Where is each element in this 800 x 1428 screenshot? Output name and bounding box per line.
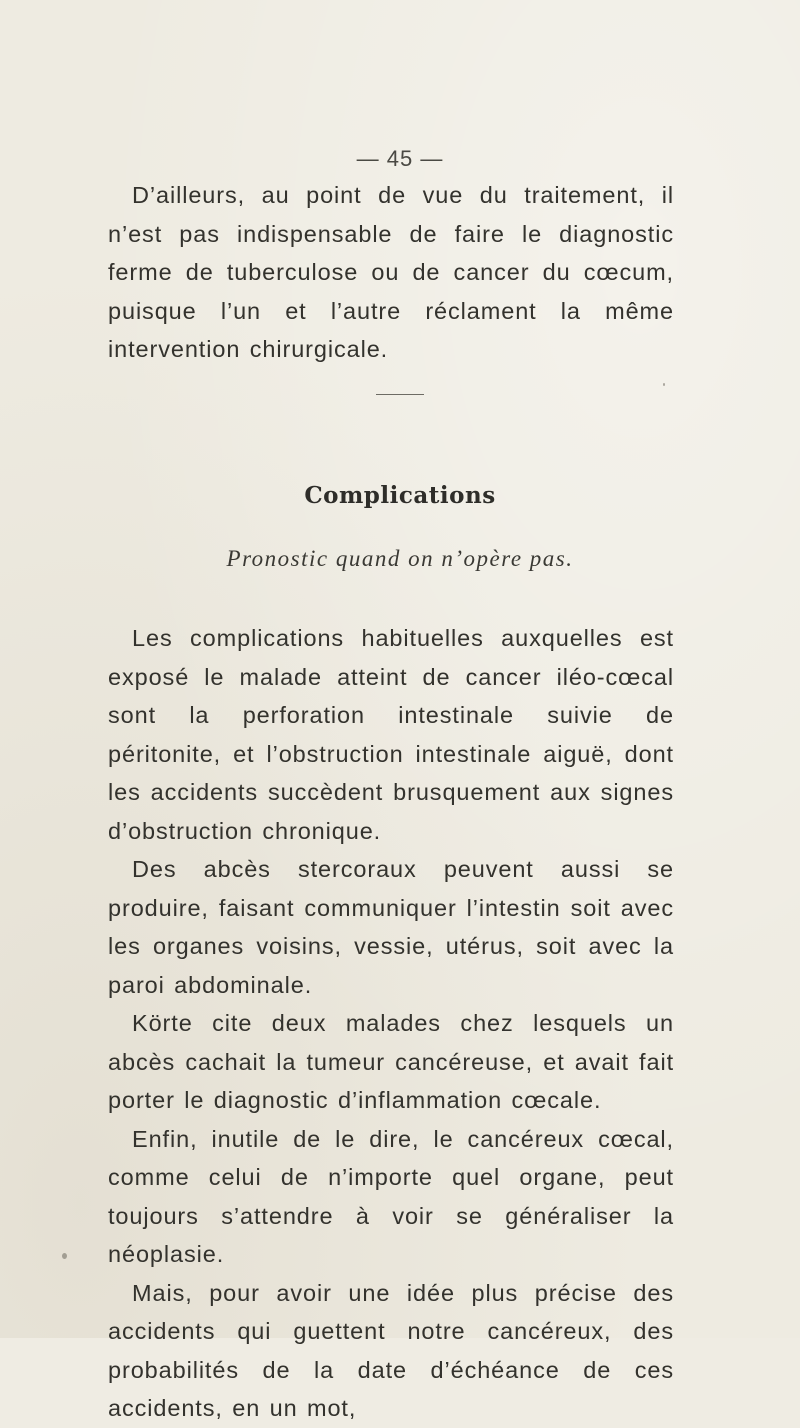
paper-speck — [62, 1253, 67, 1259]
paper-speck — [663, 383, 665, 386]
paragraph: Des abcès stercoraux peuvent aussi se produire, faisant communiquer l’intestin soit avec les organes voisins, vessie, utérus, soit avec la paroi abdominale. — [108, 856, 674, 998]
section-divider — [376, 394, 424, 395]
section-subtitle: Pronostic quand on n’opère pas. — [226, 546, 574, 571]
page-number: — 45 — — [356, 146, 444, 171]
paper-speck — [372, 303, 375, 306]
paragraph: Les complications habituelles auxquelles est exposé le malade atteint de cancer iléo-cœcal sont la perforation intestinale suivie de péritonite, et l’obstruction intestinale aiguë, dont les accidents succèdent brusquement aux signes d’obstruction chronique. — [108, 625, 674, 844]
paragraph: Enfin, inutile de le dire, le cancéreux cœcal, comme celui de n’importe quel organe, peut toujours s’attendre à voir se généraliser la néoplasie. — [108, 1125, 674, 1267]
intro-paragraph: D’ailleurs, au point de vue du traitement, il n’est pas indispensable de faire le diagnostic ferme de tuberculose ou de cancer du cœcum, puisque l’un et l’autre réclament la même intervention chirurgicale. — [108, 182, 674, 362]
paragraph: Körte cite deux malades chez lesquels un abcès cachait la tumeur cancéreuse, et avait fait porter le diagnostic d’inflammation cœcale. — [108, 1010, 674, 1113]
section-title: Complications — [304, 482, 496, 509]
body-text — [108, 619, 674, 1428]
paragraph: Mais, pour avoir une idée plus précise des accidents qui guettent notre cancéreux, des probabilités de la date d’échéance de ces accidents, en un mot, — [108, 1279, 674, 1421]
